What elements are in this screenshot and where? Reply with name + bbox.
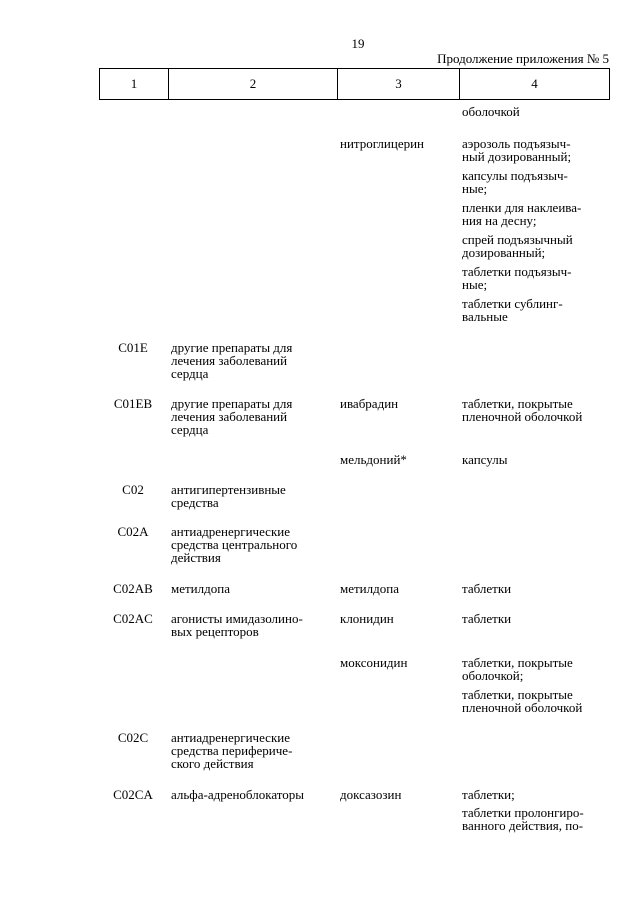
text-line: таблетки, покрытые bbox=[462, 655, 573, 670]
text-line: таблетки пролонгиро- bbox=[462, 805, 584, 820]
dosage-form-cell bbox=[462, 397, 610, 423]
text-line: C02A bbox=[117, 524, 149, 539]
drug-name-cell bbox=[340, 656, 458, 669]
text-line: моксонидин bbox=[340, 655, 408, 670]
header-col-4: 4 bbox=[531, 76, 538, 91]
text-line: действия bbox=[171, 550, 221, 565]
text-line: ный дозированный; bbox=[462, 149, 572, 164]
drug-name-cell bbox=[340, 137, 458, 150]
drug-name-cell bbox=[340, 582, 458, 595]
dosage-form-cell bbox=[462, 582, 610, 595]
drug-name-cell bbox=[340, 453, 458, 466]
text-line: средства bbox=[171, 495, 219, 510]
text-line: альфа-адреноблокаторы bbox=[171, 787, 305, 802]
table-header bbox=[99, 68, 610, 100]
dosage-form-cell bbox=[462, 169, 610, 195]
text-line: пленочной оболочкой bbox=[462, 700, 583, 715]
text-line: ивабрадин bbox=[340, 396, 399, 411]
text-line: другие препараты для bbox=[171, 340, 293, 355]
dosage-form-cell bbox=[462, 688, 610, 714]
dosage-form-cell bbox=[462, 137, 610, 163]
atc-group-cell bbox=[171, 582, 336, 595]
text-line: ния на десну; bbox=[462, 213, 537, 228]
dosage-form-cell bbox=[462, 806, 610, 832]
text-line: антиадренергические bbox=[171, 730, 290, 745]
text-line: вальные bbox=[462, 309, 508, 324]
text-line: метилдопа bbox=[340, 581, 399, 596]
page-number: 19 bbox=[351, 36, 365, 51]
text-line: таблетки, покрытые bbox=[462, 396, 573, 411]
text-line: метилдопа bbox=[171, 581, 230, 596]
atc-group-cell bbox=[171, 397, 336, 436]
text-line: доксазозин bbox=[340, 787, 402, 802]
dosage-form-cell bbox=[462, 297, 610, 323]
dosage-form-cell bbox=[462, 788, 610, 801]
text-line: таблетки, покрытые bbox=[462, 687, 573, 702]
text-line: клонидин bbox=[340, 611, 394, 626]
text-line: таблетки подъязыч- bbox=[462, 264, 572, 279]
atc-group-cell bbox=[171, 612, 336, 638]
text-line: C01E bbox=[118, 340, 148, 355]
dosage-form-cell bbox=[462, 233, 610, 259]
text-line: C02AC bbox=[113, 611, 153, 626]
text-line: мельдоний* bbox=[340, 452, 407, 467]
continuation-label: Продолжение приложения № 5 bbox=[437, 51, 609, 66]
atc-group-cell bbox=[171, 731, 336, 770]
text-line: C01EB bbox=[113, 396, 153, 411]
text-line: таблетки bbox=[462, 611, 512, 626]
text-line: оболочкой bbox=[462, 104, 520, 119]
text-line: C02 bbox=[122, 482, 144, 497]
text-line: пленочной оболочкой bbox=[462, 409, 583, 424]
atc-group-cell bbox=[171, 525, 336, 564]
text-line: пленки для наклеива- bbox=[462, 200, 582, 215]
dosage-form-cell bbox=[462, 453, 610, 466]
text-line: лечения заболеваний bbox=[171, 353, 288, 368]
text-line: ванного действия, по- bbox=[462, 818, 584, 833]
text-line: вых рецепторов bbox=[171, 624, 259, 639]
atc-group-cell bbox=[171, 483, 336, 509]
text-line: сердца bbox=[171, 422, 209, 437]
drug-name-cell bbox=[340, 788, 458, 801]
dosage-form-cell bbox=[462, 105, 610, 118]
drug-name-cell bbox=[340, 612, 458, 625]
header-col-1: 1 bbox=[100, 69, 169, 99]
atc-code-cell bbox=[99, 341, 167, 354]
dosage-form-cell bbox=[462, 656, 610, 682]
text-line: другие препараты для bbox=[171, 396, 293, 411]
text-line: ные; bbox=[462, 277, 488, 292]
header-col-3: 3 bbox=[338, 69, 460, 99]
text-line: капсулы bbox=[462, 452, 508, 467]
atc-code-cell bbox=[99, 731, 167, 744]
text-line: средства центрального bbox=[171, 537, 298, 552]
atc-code-cell bbox=[99, 612, 167, 625]
atc-group-cell bbox=[171, 788, 336, 801]
text-line: таблетки bbox=[462, 581, 512, 596]
drug-name-cell bbox=[340, 397, 458, 410]
text-line: аэрозоль подъязыч- bbox=[462, 136, 571, 151]
text-line: C02C bbox=[117, 730, 149, 745]
dosage-form-cell bbox=[462, 201, 610, 227]
dosage-form-cell bbox=[462, 612, 610, 625]
text-line: ского действия bbox=[171, 756, 254, 771]
atc-code-cell bbox=[99, 397, 167, 410]
text-line: дозированный; bbox=[462, 245, 546, 260]
text-line: таблетки сублинг- bbox=[462, 296, 563, 311]
atc-code-cell bbox=[99, 788, 167, 801]
atc-code-cell bbox=[99, 582, 167, 595]
text-line: лечения заболеваний bbox=[171, 409, 288, 424]
header-col-2: 2 bbox=[169, 69, 338, 99]
text-line: оболочкой; bbox=[462, 668, 524, 683]
text-line: агонисты имидазолино- bbox=[171, 611, 303, 626]
text-line: C02CA bbox=[113, 787, 153, 802]
text-line: сердца bbox=[171, 366, 209, 381]
dosage-form-cell bbox=[462, 265, 610, 291]
text-line: ные; bbox=[462, 181, 488, 196]
text-line: таблетки; bbox=[462, 787, 515, 802]
text-line: C02AB bbox=[113, 581, 153, 596]
atc-code-cell bbox=[99, 525, 167, 538]
atc-code-cell bbox=[99, 483, 167, 496]
text-line: спрей подъязычный bbox=[462, 232, 573, 247]
text-line: антиадренергические bbox=[171, 524, 290, 539]
text-line: средства перифериче- bbox=[171, 743, 293, 758]
atc-group-cell bbox=[171, 341, 336, 380]
text-line: антигипертензивные bbox=[171, 482, 286, 497]
text-line: капсулы подъязыч- bbox=[462, 168, 568, 183]
text-line: нитроглицерин bbox=[340, 136, 425, 151]
